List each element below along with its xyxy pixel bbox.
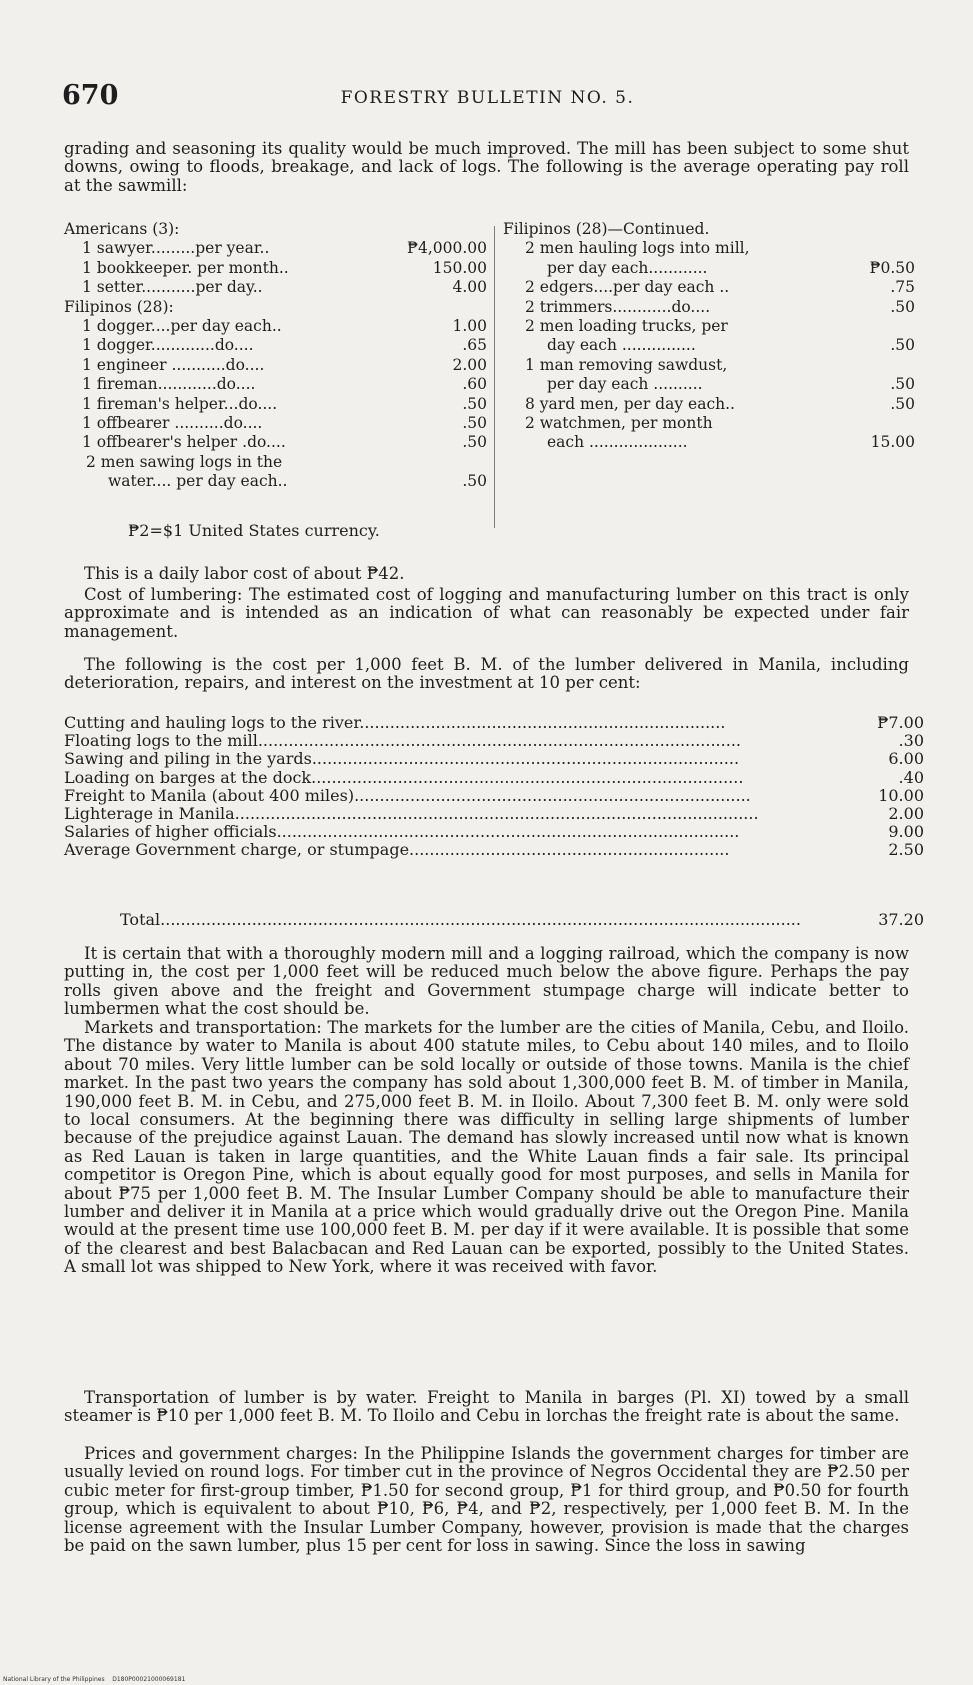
payroll-row bbox=[64, 317, 491, 336]
intro-paragraph: grading and seasoning its quality would be much improved. The mill has been subject to some shut downs, owing to floods, breakage, and lack of logs. The following is the average operating pay roll at the sawmill: bbox=[64, 139, 909, 195]
payroll-amount: 150.00 bbox=[432, 258, 487, 277]
cost-amount: 9.00 bbox=[888, 822, 924, 842]
payroll-label: 1 fireman............do.... bbox=[82, 375, 256, 394]
cost-row bbox=[64, 714, 924, 732]
payroll-label: 2 watchmen, per month bbox=[525, 413, 713, 432]
payroll-label: 1 setter...........per day.. bbox=[82, 278, 263, 297]
payroll-row bbox=[64, 298, 491, 317]
payroll-label: 2 men loading trucks, per bbox=[525, 316, 728, 335]
cost-row bbox=[64, 750, 924, 768]
cost-label: Average Government charge, or stumpage............................................................... bbox=[64, 840, 730, 860]
cost-label: Freight to Manila (about 400 miles).............................................................................. bbox=[64, 785, 751, 805]
cost-label: Loading on barges at the dock..................................................................................... bbox=[64, 767, 744, 787]
payroll-row bbox=[503, 317, 919, 336]
payroll-label: day each ............... bbox=[547, 336, 696, 355]
cost-amount: 2.00 bbox=[888, 803, 924, 823]
bulletin-title: FORESTRY BULLETIN NO. 5. bbox=[340, 88, 635, 108]
payroll-amount: 15.00 bbox=[870, 433, 915, 452]
payroll-amount: ₱4,000.00 bbox=[407, 239, 487, 258]
payroll-amount: .50 bbox=[890, 336, 915, 355]
cost-amount: 2.50 bbox=[888, 840, 924, 860]
payroll-row bbox=[64, 395, 491, 414]
payroll-label: 2 men hauling logs into mill, bbox=[525, 239, 750, 258]
payroll-row bbox=[503, 433, 919, 452]
payroll-label: 1 dogger....per day each.. bbox=[82, 316, 282, 335]
cost-total-row bbox=[64, 910, 924, 930]
cost-label: Lighterage in Manila....................................................................................................... bbox=[64, 803, 759, 823]
payroll-row bbox=[503, 220, 919, 239]
payroll-right-column bbox=[503, 220, 919, 453]
payroll-row bbox=[503, 395, 919, 414]
cost-row bbox=[64, 805, 924, 823]
payroll-row bbox=[503, 414, 919, 433]
payroll-amount: .50 bbox=[462, 413, 487, 432]
cost-row bbox=[64, 732, 924, 750]
cost-row bbox=[64, 841, 924, 859]
cost-amount: 10.00 bbox=[878, 785, 924, 805]
payroll-left-column bbox=[64, 220, 491, 491]
payroll-label: 1 offbearer ..........do.... bbox=[82, 413, 263, 432]
page-header bbox=[62, 80, 913, 114]
cost-amount: ₱7.00 bbox=[877, 713, 924, 732]
payroll-row bbox=[64, 239, 491, 258]
payroll-row bbox=[503, 298, 919, 317]
payroll-amount: .50 bbox=[890, 394, 915, 413]
payroll-row bbox=[503, 375, 919, 394]
payroll-label: Filipinos (28)—Continued. bbox=[503, 220, 710, 238]
daily-cost-paragraph: This is a daily labor cost of about ₱42. bbox=[84, 564, 405, 583]
payroll-row bbox=[503, 239, 919, 258]
payroll-amount: 1.00 bbox=[452, 316, 487, 335]
payroll-label: 2 men sawing logs in the bbox=[86, 452, 283, 471]
total-label: Total.............................................................................................................................. bbox=[120, 910, 801, 929]
payroll-row bbox=[64, 472, 491, 491]
cost-row bbox=[64, 769, 924, 787]
payroll-amount: .75 bbox=[890, 278, 915, 297]
payroll-row bbox=[64, 278, 491, 297]
cost-label: Cutting and hauling logs to the river........................................................................ bbox=[64, 713, 726, 732]
payroll-label: 2 trimmers............do.... bbox=[525, 297, 711, 316]
currency-note: ₱2=$1 United States currency. bbox=[128, 521, 380, 540]
modern-mill-paragraph: It is certain that with a thoroughly modern mill and a logging railroad, which the company is now putting in, the cost per 1,000 feet will be reduced much below the above figure. Perhaps the pay rolls given above and the freight and Government stumpage charge will indicate better to lumbermen what the cost should be. bbox=[64, 944, 909, 1019]
payroll-table bbox=[64, 220, 924, 550]
payroll-label: 1 fireman's helper...do.... bbox=[82, 394, 278, 413]
payroll-row bbox=[64, 336, 491, 355]
payroll-row bbox=[64, 453, 491, 472]
payroll-label: each .................... bbox=[547, 433, 688, 452]
payroll-label: 1 bookkeeper. per month.. bbox=[82, 258, 289, 277]
payroll-label: 1 man removing sawdust, bbox=[525, 355, 728, 374]
cost-amount: 6.00 bbox=[888, 749, 924, 769]
payroll-amount: .50 bbox=[890, 297, 915, 316]
payroll-row bbox=[64, 220, 491, 239]
page-number: 670 bbox=[62, 80, 119, 111]
payroll-label: 1 offbearer's helper .do.... bbox=[82, 433, 286, 452]
payroll-amount: 2.00 bbox=[452, 355, 487, 374]
payroll-row bbox=[503, 336, 919, 355]
cost-row bbox=[64, 787, 924, 805]
payroll-amount: 4.00 bbox=[452, 278, 487, 297]
payroll-label: per day each............ bbox=[547, 258, 708, 277]
payroll-row bbox=[64, 356, 491, 375]
cost-label: Floating logs to the mill............................................................................................... bbox=[64, 731, 741, 751]
payroll-amount: ₱0.50 bbox=[869, 258, 915, 277]
total-amount: 37.20 bbox=[878, 910, 924, 929]
payroll-row bbox=[64, 259, 491, 278]
payroll-row bbox=[503, 356, 919, 375]
payroll-amount: .65 bbox=[462, 336, 487, 355]
payroll-label: per day each .......... bbox=[547, 375, 703, 394]
payroll-row bbox=[503, 278, 919, 297]
payroll-amount: .50 bbox=[462, 472, 487, 491]
cost-label: Sawing and piling in the yards.................................................................................... bbox=[64, 749, 740, 769]
payroll-row bbox=[64, 414, 491, 433]
payroll-label: 1 dogger.............do.... bbox=[82, 336, 254, 355]
transportation-paragraph: Transportation of lumber is by water. Freight to Manila in barges (Pl. XI) towed by a small steamer is ₱10 per 1,000 feet B. M. To Iloilo and Cebu in lorchas the freight rate is about the same. bbox=[64, 1388, 909, 1426]
column-divider bbox=[494, 226, 495, 528]
cost-amount: .30 bbox=[898, 731, 924, 751]
cost-row bbox=[64, 823, 924, 841]
payroll-amount: .50 bbox=[462, 433, 487, 452]
payroll-label: Filipinos (28): bbox=[64, 297, 174, 316]
cost-lumbering-paragraph: Cost of lumbering: The estimated cost of logging and manufacturing lumber on this tract is only approximate and is intended as an indication of what can reasonably be expected under fair management. bbox=[64, 585, 909, 641]
payroll-label: 2 edgers....per day each .. bbox=[525, 278, 730, 297]
payroll-row bbox=[64, 433, 491, 452]
payroll-amount: .60 bbox=[462, 375, 487, 394]
payroll-label: 1 engineer ...........do.... bbox=[82, 355, 265, 374]
payroll-label: 8 yard men, per day each.. bbox=[525, 394, 735, 413]
payroll-label: 1 sawyer.........per year.. bbox=[82, 239, 270, 258]
prices-paragraph: Prices and government charges: In the Philippine Islands the government charges for timber are usually levied on round logs. For timber cut in the province of Negros Occidental they are ₱2.50 per cubic meter for first-group timber, ₱1.50 for second group, ₱1 for third group, and ₱0.50 for fourth group, which is equivalent to about ₱10, ₱6, ₱4, and ₱2, respectively, per 1,000 feet B. M. In the license agreement with the Insular Lumber Company, however, provision is made that the charges be paid on the sawn lumber, plus 15 per cent for loss in sawing. Since the loss in sawing bbox=[64, 1444, 909, 1556]
markets-paragraph: Markets and transportation: The markets for the lumber are the cities of Manila, Cebu, and Iloilo. The distance by water to Manila is about 400 statute miles, to Cebu about 140 miles, and to Iloilo about 70 miles. Very little lumber can be sold locally or outside of those towns. Manila is the chief market. In the past two years the company has sold about 1,300,000 feet B. M. of timber in Manila, 190,000 feet B. M. in Cebu, and 275,000 feet B. M. in Iloilo. About 7,300 feet B. M. only were sold to local consumers. At the beginning there was difficulty in selling large shipments of lumber because of the prejudice against Lauan. The demand has slowly increased until now what is known as Red Lauan is taken in large quantities, and the White Lauan finds a fair sale. Its principal competitor is Oregon Pine, which is about equally good for most purposes, and sells in Manila for about ₱75 per 1,000 feet B. M. The Insular Lumber Company should be able to manufacture their lumber and deliver it in Manila at a price which would gradually drive out the Oregon Pine. Manila would at the present time use 100,000 feet B. M. per day if it were available. It is possible that some of the clearest and best Balacbacan and Red Lauan can be exported, possibly to the United States. A small lot was shipped to New York, where it was received with favor. bbox=[64, 1018, 909, 1277]
cost-intro-paragraph: The following is the cost per 1,000 feet B. M. of the lumber delivered in Manila, including deterioration, repairs, and interest on the investment at 10 per cent: bbox=[64, 655, 909, 693]
cost-table bbox=[64, 714, 924, 860]
payroll-amount: .50 bbox=[462, 394, 487, 413]
payroll-row bbox=[503, 259, 919, 278]
payroll-row bbox=[64, 375, 491, 394]
cost-amount: .40 bbox=[898, 767, 924, 787]
payroll-label: Americans (3): bbox=[64, 220, 180, 238]
library-footer: National Library of the Philippines D180P00021000069181 bbox=[3, 1676, 186, 1683]
payroll-label: water.... per day each.. bbox=[108, 472, 288, 491]
cost-label: Salaries of higher officials........................................................................................... bbox=[64, 822, 740, 842]
payroll-amount: .50 bbox=[890, 375, 915, 394]
